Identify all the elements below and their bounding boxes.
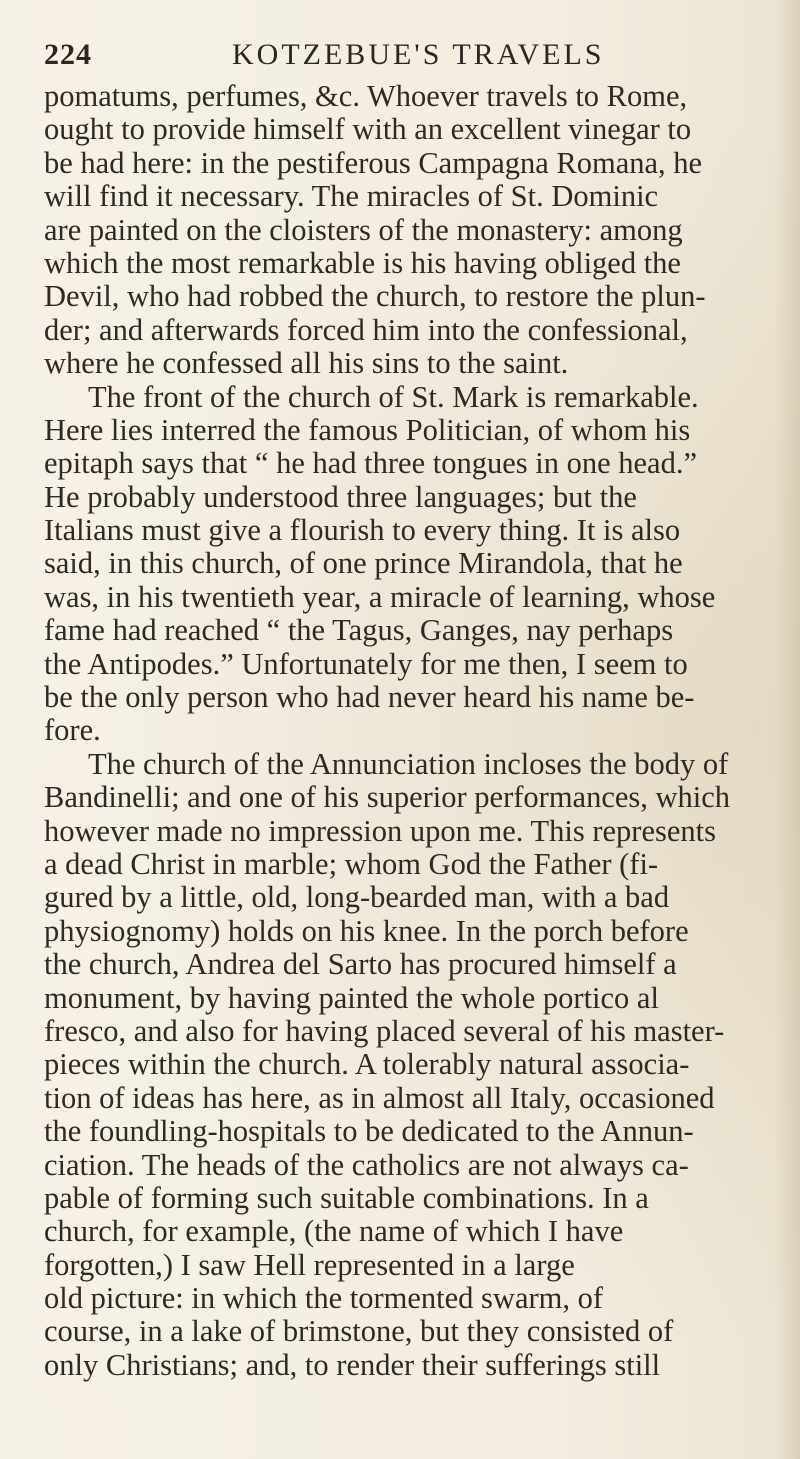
text-line: ciation. The heads of the catholics are not always ca- xyxy=(44,1147,689,1182)
text-line: epitaph says that “ he had three tongues in one head.” xyxy=(44,446,697,481)
text-line: only Christians; and, to render their sufferings still xyxy=(44,1347,661,1382)
text-line: said, in this church, of one prince Mirandola, that he xyxy=(44,546,683,581)
text-line: tion of ideas has here, as in almost all Italy, occasioned xyxy=(44,1080,715,1115)
text-line: Bandinelli; and one of his superior performances, which xyxy=(44,780,731,815)
text-line: He probably understood three languages; but the xyxy=(44,479,637,514)
text-line: monument, by having painted the whole portico al xyxy=(44,980,659,1015)
paragraph-start-line: The church of the Annunciation incloses the body of xyxy=(88,746,729,781)
page-header xyxy=(44,38,780,78)
paragraph-start-line: The front of the church of St. Mark is remarkable. xyxy=(88,379,699,414)
text-line: be the only person who had never heard his name be- xyxy=(44,680,695,715)
body-text xyxy=(44,80,784,1382)
text-line: course, in a lake of brimstone, but they consisted of xyxy=(44,1314,674,1349)
text-line: der; and afterwards forced him into the confessional, xyxy=(44,312,688,347)
text-line: pieces within the church. A tolerably natural associa- xyxy=(44,1047,690,1082)
text-line: pable of forming such suitable combinations. In a xyxy=(44,1180,649,1215)
text-line: fresco, and also for having placed several of his master- xyxy=(44,1013,725,1048)
text-line: physiognomy) holds on his knee. In the porch before xyxy=(44,913,689,948)
text-line: church, for example, (the name of which I have xyxy=(44,1214,624,1249)
text-line: Devil, who had robbed the church, to restore the plun- xyxy=(44,279,706,314)
text-line: the foundling-hospitals to be dedicated to the Annun- xyxy=(44,1114,694,1149)
text-line: be had here: in the pestiferous Campagna Romana, he xyxy=(44,145,703,180)
text-line: fore. xyxy=(44,713,101,748)
text-line: a dead Christ in marble; whom God the Father (fi- xyxy=(44,846,659,881)
text-line: the church, Andrea del Sarto has procured himself a xyxy=(44,947,677,982)
text-line: where he confessed all his sins to the saint. xyxy=(44,346,569,381)
text-line: however made no impression upon me. This represents xyxy=(44,813,716,848)
text-line: ought to provide himself with an excellent vinegar to xyxy=(44,112,692,147)
text-line: old picture: in which the tormented swarm, of xyxy=(44,1281,604,1316)
text-line: gured by a little, old, long-bearded man, with a bad xyxy=(44,880,670,915)
text-line: the Antipodes.” Unfortunately for me then, I seem to xyxy=(44,646,688,681)
text-line: was, in his twentieth year, a miracle of learning, whose xyxy=(44,579,716,614)
text-line: are painted on the cloisters of the monastery: among xyxy=(44,212,683,247)
running-head: KOTZEBUE'S TRAVELS xyxy=(232,38,605,71)
text-line: will find it necessary. The miracles of St. Dominic xyxy=(44,179,659,214)
text-line: fame had reached “ the Tagus, Ganges, nay perhaps xyxy=(44,613,674,648)
page-number: 224 xyxy=(44,38,92,71)
text-line: which the most remarkable is his having obliged the xyxy=(44,245,681,280)
text-line: pomatums, perfumes, &c. Whoever travels to Rome, xyxy=(44,79,688,113)
text-line: Here lies interred the famous Politician, of whom his xyxy=(44,412,691,447)
text-line: Italians must give a flourish to every thing. It is also xyxy=(44,513,681,548)
text-line: forgotten,) I saw Hell represented in a large xyxy=(44,1247,575,1282)
